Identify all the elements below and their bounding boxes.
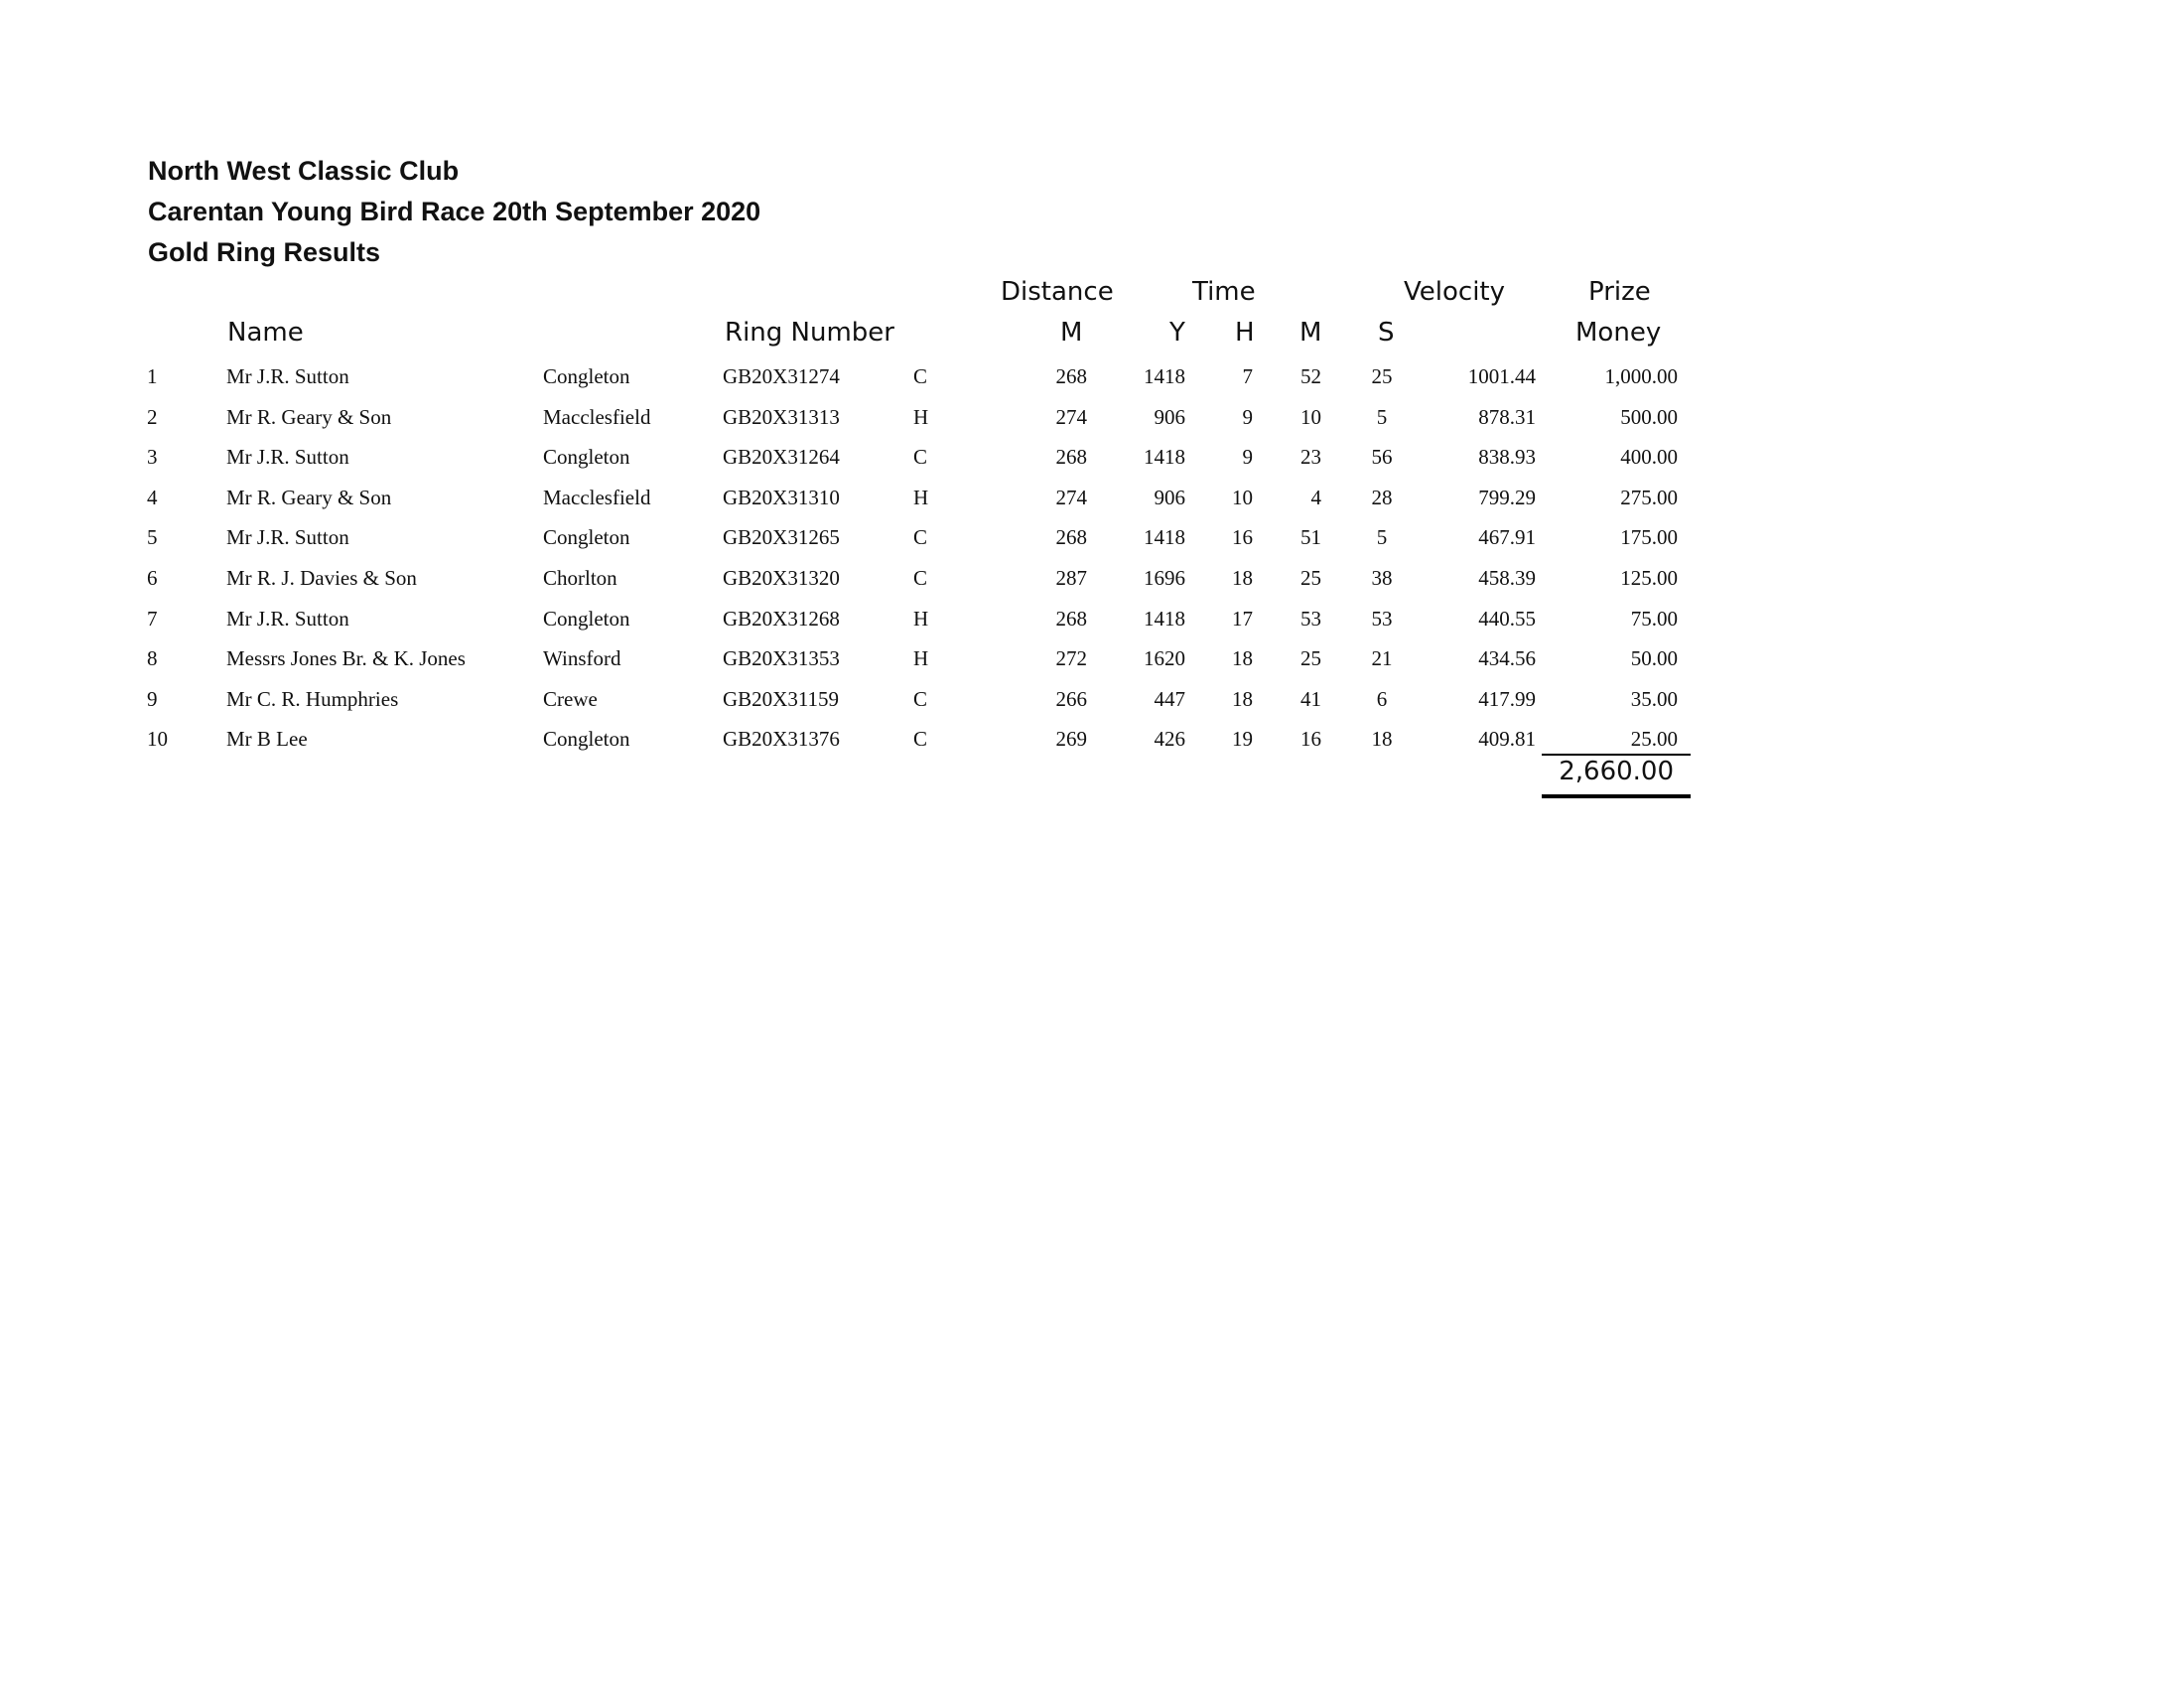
minutes-cell: 10: [1300, 404, 1321, 429]
hours-cell: 10: [1232, 485, 1253, 509]
position-cell: 9: [147, 686, 158, 711]
town-cell: Congleton: [543, 525, 630, 550]
miles-cell: 268: [1055, 525, 1087, 550]
minutes-cell: 53: [1300, 606, 1321, 631]
miles-cell: 268: [1055, 606, 1087, 631]
table-row: [0, 559, 2184, 600]
minutes-cell: 25: [1300, 565, 1321, 590]
name-cell: Mr J.R. Sutton: [226, 364, 349, 388]
velocity-cell: 409.81: [1478, 727, 1536, 752]
sex-cell: H: [913, 485, 929, 509]
hours-cell: 9: [1242, 404, 1253, 429]
seconds-cell: 6: [1376, 686, 1388, 711]
prize-cell: 500.00: [1620, 404, 1678, 429]
minutes-cell: 16: [1300, 727, 1321, 752]
prize-cell: 1,000.00: [1604, 364, 1678, 388]
table-row: [0, 479, 2184, 519]
position-cell: 1: [147, 364, 158, 388]
position-cell: 6: [147, 565, 158, 590]
header-ring-number: Ring Number: [725, 318, 894, 348]
minutes-cell: 23: [1300, 445, 1321, 470]
total-double-rule: [1542, 794, 1691, 798]
ring-number-cell: GB20X31313: [723, 404, 840, 429]
results-table-body: [0, 357, 2184, 761]
miles-cell: 268: [1055, 364, 1087, 388]
seconds-cell: 5: [1376, 525, 1388, 550]
name-cell: Mr R. J. Davies & Son: [226, 565, 417, 590]
yards-cell: 426: [1154, 727, 1185, 752]
position-cell: 5: [147, 525, 158, 550]
sex-cell: C: [913, 364, 928, 388]
table-row: [0, 720, 2184, 761]
table-row: [0, 639, 2184, 680]
sex-cell: H: [913, 606, 929, 631]
velocity-cell: 440.55: [1478, 606, 1536, 631]
miles-cell: 274: [1055, 485, 1087, 509]
header-money: Money: [1575, 318, 1662, 348]
ring-number-cell: GB20X31274: [723, 364, 840, 388]
miles-cell: 269: [1055, 727, 1087, 752]
name-cell: Mr R. Geary & Son: [226, 485, 392, 509]
velocity-cell: 458.39: [1478, 565, 1536, 590]
yards-cell: 906: [1154, 485, 1185, 509]
yards-cell: 906: [1154, 404, 1185, 429]
prize-cell: 50.00: [1630, 646, 1678, 671]
hours-cell: 9: [1242, 445, 1253, 470]
race-title: Carentan Young Bird Race 20th September 2020: [148, 197, 761, 226]
subtotal-rule: [1542, 754, 1691, 756]
ring-number-cell: GB20X31376: [723, 727, 840, 752]
seconds-cell: 5: [1376, 404, 1388, 429]
position-cell: 7: [147, 606, 158, 631]
prize-cell: 125.00: [1620, 565, 1678, 590]
town-cell: Winsford: [543, 646, 621, 671]
yards-cell: 1418: [1144, 606, 1185, 631]
miles-cell: 268: [1055, 445, 1087, 470]
miles-cell: 272: [1055, 646, 1087, 671]
header-distance: Distance: [1001, 277, 1114, 307]
table-row: [0, 398, 2184, 439]
ring-number-cell: GB20X31265: [723, 525, 840, 550]
seconds-cell: 18: [1371, 727, 1393, 752]
position-cell: 4: [147, 485, 158, 509]
hours-cell: 19: [1232, 727, 1253, 752]
total-prize: 2,660.00: [1559, 757, 1674, 786]
hours-cell: 17: [1232, 606, 1253, 631]
ring-number-cell: GB20X31310: [723, 485, 840, 509]
name-cell: Mr J.R. Sutton: [226, 445, 349, 470]
prize-cell: 400.00: [1620, 445, 1678, 470]
table-row: [0, 357, 2184, 398]
town-cell: Macclesfield: [543, 485, 651, 509]
miles-cell: 274: [1055, 404, 1087, 429]
velocity-cell: 878.31: [1478, 404, 1536, 429]
results-title: Gold Ring Results: [148, 237, 381, 267]
seconds-cell: 53: [1371, 606, 1393, 631]
sex-cell: C: [913, 525, 928, 550]
minutes-cell: 41: [1300, 686, 1321, 711]
sex-cell: C: [913, 565, 928, 590]
hours-cell: 16: [1232, 525, 1253, 550]
seconds-cell: 38: [1371, 565, 1393, 590]
yards-cell: 1418: [1144, 364, 1185, 388]
position-cell: 3: [147, 445, 158, 470]
yards-cell: 447: [1154, 686, 1185, 711]
name-cell: Mr R. Geary & Son: [226, 404, 392, 429]
yards-cell: 1620: [1144, 646, 1185, 671]
town-cell: Congleton: [543, 445, 630, 470]
club-title: North West Classic Club: [148, 156, 460, 186]
minutes-cell: 4: [1310, 485, 1321, 509]
table-row: [0, 600, 2184, 640]
ring-number-cell: GB20X31353: [723, 646, 840, 671]
sex-cell: C: [913, 445, 928, 470]
prize-cell: 75.00: [1630, 606, 1678, 631]
seconds-cell: 21: [1371, 646, 1393, 671]
yards-cell: 1418: [1144, 445, 1185, 470]
header-miles: M: [1060, 318, 1083, 348]
sex-cell: H: [913, 404, 929, 429]
velocity-cell: 838.93: [1478, 445, 1536, 470]
ring-number-cell: GB20X31320: [723, 565, 840, 590]
sex-cell: H: [913, 646, 929, 671]
header-minutes: M: [1299, 318, 1322, 348]
hours-cell: 18: [1232, 686, 1253, 711]
header-name: Name: [227, 318, 304, 348]
prize-cell: 175.00: [1620, 525, 1678, 550]
seconds-cell: 25: [1371, 364, 1393, 388]
ring-number-cell: GB20X31264: [723, 445, 840, 470]
seconds-cell: 56: [1371, 445, 1393, 470]
ring-number-cell: GB20X31159: [723, 686, 840, 711]
header-velocity: Velocity: [1404, 277, 1505, 307]
velocity-cell: 417.99: [1478, 686, 1536, 711]
yards-cell: 1418: [1144, 525, 1185, 550]
position-cell: 2: [147, 404, 158, 429]
velocity-cell: 1001.44: [1467, 364, 1536, 388]
velocity-cell: 434.56: [1478, 646, 1536, 671]
header-prize: Prize: [1588, 277, 1651, 307]
town-cell: Congleton: [543, 364, 630, 388]
name-cell: Messrs Jones Br. & K. Jones: [226, 646, 466, 671]
hours-cell: 7: [1242, 364, 1253, 388]
header-yards: Y: [1169, 318, 1185, 348]
miles-cell: 266: [1055, 686, 1087, 711]
name-cell: Mr B Lee: [226, 727, 308, 752]
table-row: [0, 438, 2184, 479]
sex-cell: C: [913, 727, 928, 752]
name-cell: Mr J.R. Sutton: [226, 525, 349, 550]
ring-number-cell: GB20X31268: [723, 606, 840, 631]
seconds-cell: 28: [1371, 485, 1393, 509]
table-row: [0, 680, 2184, 721]
yards-cell: 1696: [1144, 565, 1185, 590]
minutes-cell: 51: [1300, 525, 1321, 550]
minutes-cell: 52: [1300, 364, 1321, 388]
name-cell: Mr C. R. Humphries: [226, 686, 399, 711]
prize-cell: 35.00: [1630, 686, 1678, 711]
report-titles: [148, 151, 760, 273]
hours-cell: 18: [1232, 565, 1253, 590]
velocity-cell: 799.29: [1478, 485, 1536, 509]
town-cell: Chorlton: [543, 565, 617, 590]
town-cell: Macclesfield: [543, 404, 651, 429]
position-cell: 8: [147, 646, 158, 671]
header-time: Time: [1192, 277, 1256, 307]
position-cell: 10: [147, 727, 168, 752]
minutes-cell: 25: [1300, 646, 1321, 671]
sex-cell: C: [913, 686, 928, 711]
prize-cell: 25.00: [1630, 727, 1678, 752]
miles-cell: 287: [1055, 565, 1087, 590]
name-cell: Mr J.R. Sutton: [226, 606, 349, 631]
header-seconds: S: [1378, 318, 1395, 348]
header-hours: H: [1235, 318, 1255, 348]
town-cell: Crewe: [543, 686, 598, 711]
town-cell: Congleton: [543, 606, 630, 631]
table-row: [0, 518, 2184, 559]
hours-cell: 18: [1232, 646, 1253, 671]
prize-cell: 275.00: [1620, 485, 1678, 509]
town-cell: Congleton: [543, 727, 630, 752]
velocity-cell: 467.91: [1478, 525, 1536, 550]
